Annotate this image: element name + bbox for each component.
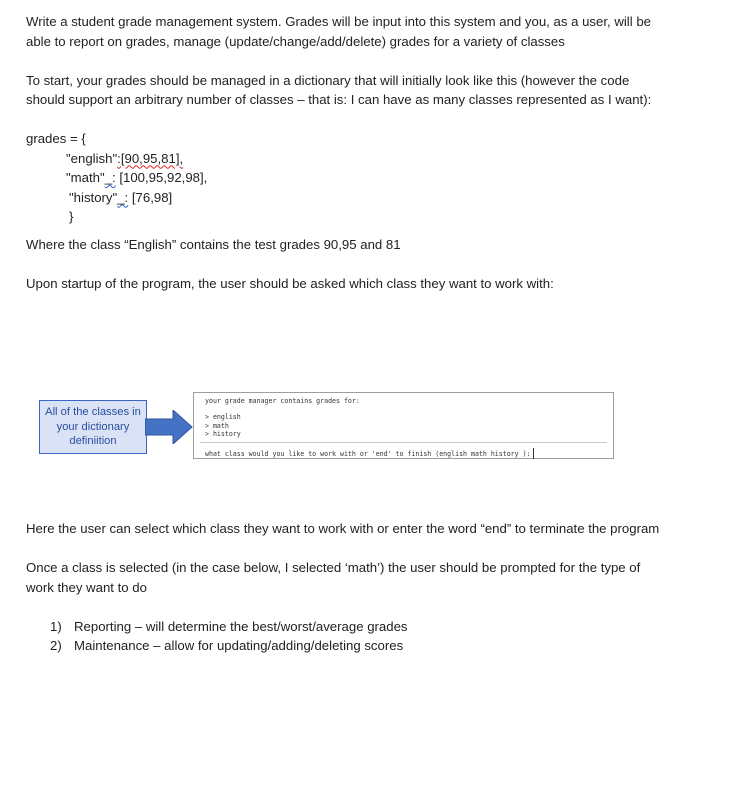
math-key: "math" [66,170,105,185]
list-item [50,636,666,656]
callout-box [39,400,147,454]
code-line-english [66,149,183,169]
console-header: your grade manager contains grades for: [205,397,360,405]
console-prompt-text: what class would you like to work with or 'end' to finish (english math history ): [205,450,531,458]
console-item-history: > history [205,430,241,439]
text-cursor-icon [533,448,534,459]
startup-paragraph: Upon startup of the program, the user should be asked which class they want to work with: [26,276,554,291]
callout-line-2: your dictionary [56,420,130,433]
callout-line-1: All of the classes in [45,406,141,419]
select-paragraph: Here the user can select which class they want to work with or enter the word “end” to terminate the program [26,521,660,536]
math-colon: _: [104,170,116,185]
list-text: Maintenance – allow for updating/adding/deleting scores [74,638,404,653]
callout-line-3: definiition [69,435,117,448]
start-paragraph: To start, your grades should be managed in a dictionary that will initially look like this (however the code should support an arbitrary number of classes – that is: I can have as many classes represented as I want): [26,72,652,107]
once-paragraph: Once a class is selected (in the case below, I selected ‘math’) the user should be prompted for the type of work they want to do [26,560,641,595]
english-value: :[90,95,81], [117,150,184,166]
console-prompt [205,448,534,459]
code-line-math [66,168,207,188]
math-value: [100,95,92,98], [115,170,208,185]
list-item [50,617,666,637]
console-class-list [205,413,241,439]
intro-paragraph: Write a student grade management system. Grades will be input into this system and you, as a user, will be able to report on grades, manage (update/change/add/delete) grades for a variety of classes [26,14,652,49]
english-key: "english" [66,150,118,166]
history-value: [76,98] [128,189,173,205]
where-paragraph: Where the class “English” contains the test grades 90,95 and 81 [26,237,401,252]
list-text: Reporting – will determine the best/worst/average grades [74,618,408,634]
code-line-open: grades = { [26,131,86,146]
console-screenshot [193,392,614,459]
list-number: 2) [50,638,62,653]
work-type-list [50,617,666,656]
history-key: "history" [69,189,118,205]
grades-dictionary-example [26,129,666,227]
history-colon: _: [117,189,129,205]
code-line-close: } [69,209,74,224]
code-line-history [69,188,172,208]
document-body-lower [26,519,666,656]
console-item-math: > math [205,421,229,430]
document-body [26,12,666,294]
console-divider [200,442,607,443]
console-item-english: > english [205,413,241,421]
list-number: 1) [50,618,62,634]
right-arrow-icon [145,410,193,444]
